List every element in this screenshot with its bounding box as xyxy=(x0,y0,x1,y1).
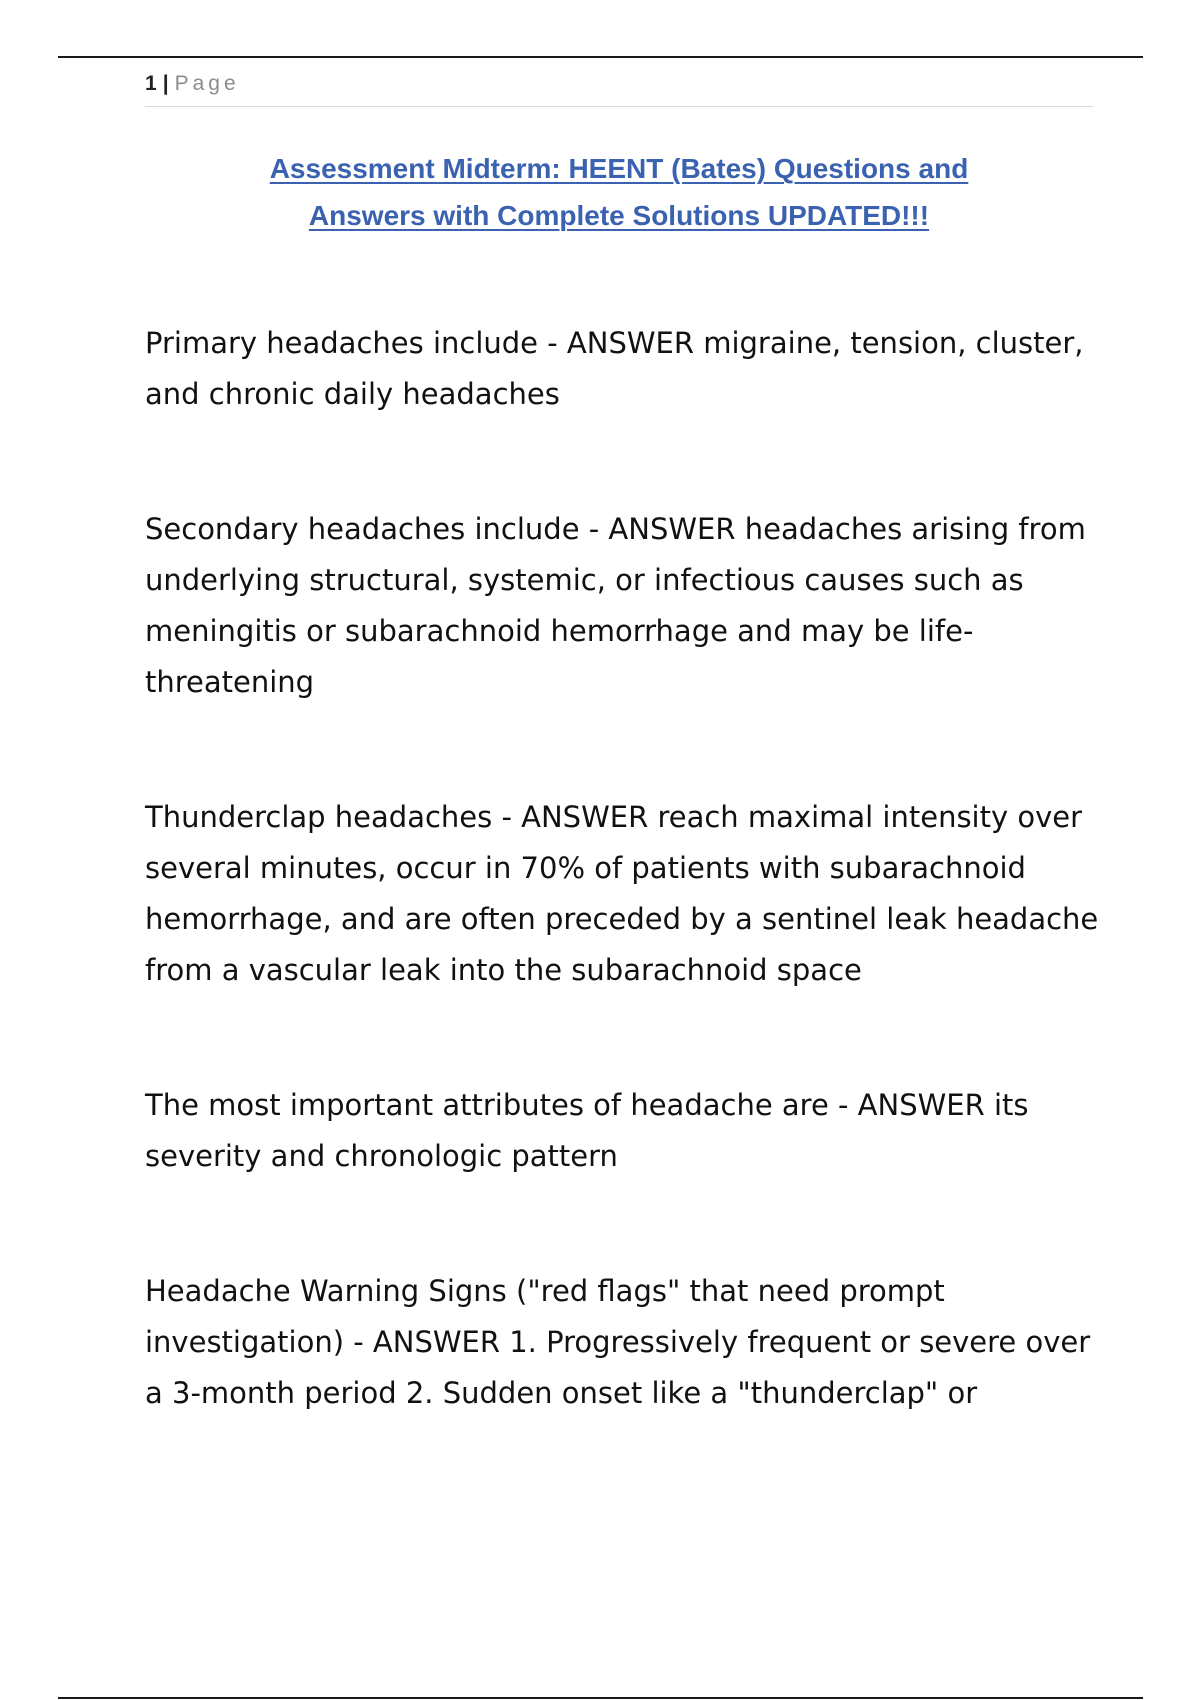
page-header xyxy=(145,72,1093,107)
qa-item-secondary-headaches: Secondary headaches include - ANSWER headaches arising from underlying structural, systemic, or infectious causes such as meningitis or subarachnoid hemorrhage and may be life-threatening xyxy=(145,512,1086,699)
bottom-page-border xyxy=(58,1697,1143,1699)
qa-item-primary-headaches: Primary headaches include - ANSWER migraine, tension, cluster, and chronic daily headaches xyxy=(145,326,1084,411)
page-number: 1 xyxy=(145,72,157,95)
top-page-border xyxy=(58,56,1143,58)
header-separator: | xyxy=(162,72,169,95)
qa-item-warning-signs: Headache Warning Signs ("red flags" that need prompt investigation) - ANSWER 1. Progressively frequent or severe over a 3-month period 2. Sudden onset like a "thunderclap" or xyxy=(145,1274,1091,1410)
title-line-2: Answers with Complete Solutions UPDATED!!! xyxy=(308,200,930,231)
qa-item-headache-attributes: The most important attributes of headache are - ANSWER its severity and chronologic pattern xyxy=(145,1088,1029,1173)
title-line-1: Assessment Midterm: HEENT (Bates) Questions and xyxy=(269,153,969,184)
qa-list xyxy=(145,318,1105,1503)
document-title xyxy=(145,145,1093,239)
page-label: Page xyxy=(174,72,240,95)
qa-item-thunderclap-headaches: Thunderclap headaches - ANSWER reach maximal intensity over several minutes, occur in 70% of patients with subarachnoid hemorrhage, and are often preceded by a sentinel leak headache from a vascular leak into the subarachnoid space xyxy=(145,800,1099,987)
